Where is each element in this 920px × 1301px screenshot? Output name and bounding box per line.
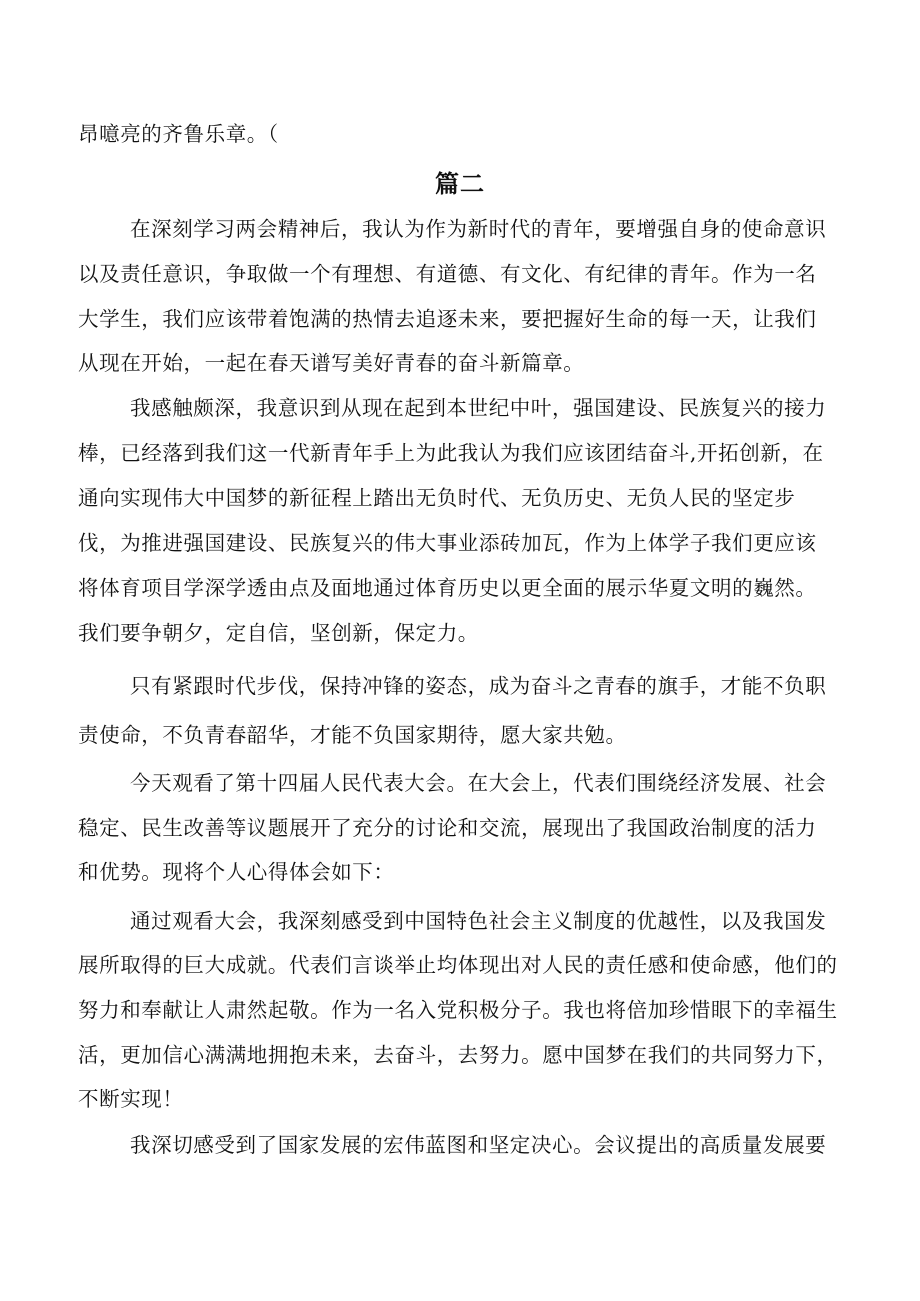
text-line: 只有紧跟时代步伐，保持冲锋的姿态，成为奋斗之青春的旗手，才能不负职 — [130, 674, 827, 698]
text-line: 我们要争朝夕，定自信，坚创新，保定力。 — [78, 621, 479, 645]
text-line: 努力和奉献让人肃然起敬。作为一名入党积极分子。我也将倍加珍惜眼下的幸福生 — [78, 998, 838, 1022]
text-line: 将体育项目学深学透由点及面地通过体育历史以更全面的展示华夏文明的巍然。 — [78, 576, 817, 600]
text-line: 在深刻学习两会精神后，我认为作为新时代的青年，要增强自身的使命意识 — [130, 217, 827, 241]
text-line: 棒，已经落到我们这一代新青年手上为此我认为我们应该团结奋斗,开拓创新，在 — [78, 441, 824, 465]
text-line: 通向实现伟大中国梦的新征程上踏出无负时代、无负历史、无负人民的坚定步 — [78, 486, 796, 510]
text-line: 展所取得的巨大成就。代表们言谈举止均体现出对人民的责任感和使命感，他们的 — [78, 953, 838, 977]
text-line: 昂噫亮的齐鲁乐章。（ — [78, 122, 279, 146]
text-line: 从现在开始，一起在春天谱写美好青春的奋斗新篇章。 — [78, 351, 585, 375]
text-line: 大学生，我们应该带着饱满的热情去追逐未来，要把握好生命的每一天，让我们 — [78, 307, 817, 331]
text-line: 活，更加信心满满地拥抱未来，去奋斗，去努力。愿中国梦在我们的共同努力下， — [78, 1043, 838, 1067]
text-line: 和优势。现将个人心得体会如下： — [78, 860, 395, 884]
text-line: 不断实现！ — [78, 1087, 184, 1111]
text-line: 伐，为推进强国建设、民族复兴的伟大事业添砖加瓦，作为上体学子我们更应该 — [78, 531, 817, 555]
text-line: 以及责任意识，争取做一个有理想、有道德、有文化、有纪律的青年。作为一名 — [78, 262, 817, 286]
text-line: 我深切感受到了国家发展的宏伟蓝图和坚定决心。会议提出的高质量发展要 — [130, 1133, 827, 1157]
text-line: 责使命，不负青春韶华，才能不负国家期待，愿大家共勉。 — [78, 723, 627, 747]
text-line: 我感触颇深，我意识到从现在起到本世纪中叶，强国建设、民族复兴的接力 — [130, 396, 827, 420]
section-title: 篇二 — [435, 170, 485, 198]
text-line: 通过观看大会，我深刻感受到中国特色社会主义制度的优越性，以及我国发 — [130, 909, 827, 933]
text-line: 今天观看了第十四届人民代表大会。在大会上，代表们围绕经济发展、社会 — [130, 771, 827, 795]
text-line: 稳定、民生改善等议题展开了充分的讨论和交流，展现出了我国政治制度的活力 — [78, 816, 817, 840]
